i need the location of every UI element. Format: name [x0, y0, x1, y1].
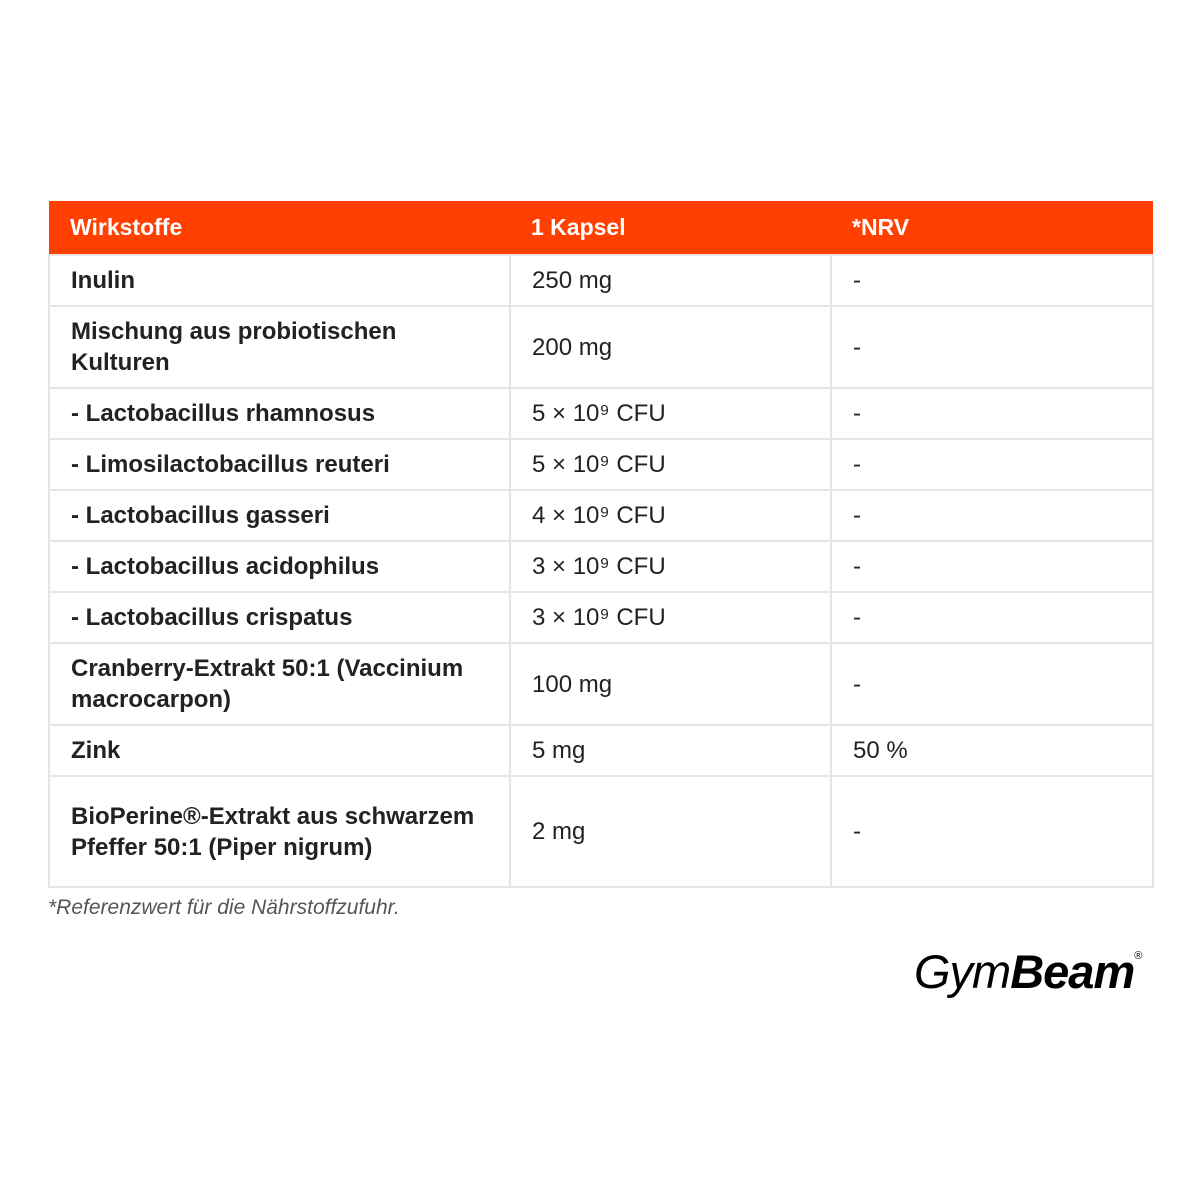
- ingredient-name: Mischung aus probiotischen Kulturen: [49, 306, 510, 388]
- logo-text-beam: Beam: [1010, 945, 1135, 998]
- table-row: [49, 776, 1153, 887]
- ingredient-nrv: -: [831, 490, 1153, 541]
- ingredient-name: - Limosilactobacillus reuteri: [49, 439, 510, 490]
- table-row: [49, 255, 1153, 306]
- ingredient-name: Inulin: [49, 255, 510, 306]
- ingredient-amount: 250 mg: [510, 255, 831, 306]
- ingredient-amount: 2 mg: [510, 776, 831, 887]
- ingredient-name: - Lactobacillus rhamnosus: [49, 388, 510, 439]
- header-ingredients: Wirkstoffe: [49, 201, 510, 255]
- table-body: [49, 255, 1153, 887]
- ingredient-name: Cranberry-Extrakt 50:1 (Vaccinium macrocarpon): [49, 643, 510, 725]
- ingredient-nrv: -: [831, 643, 1153, 725]
- ingredient-nrv: -: [831, 255, 1153, 306]
- ingredient-amount: 200 mg: [510, 306, 831, 388]
- table-row: [49, 306, 1153, 388]
- ingredient-name: - Lactobacillus acidophilus: [49, 541, 510, 592]
- ingredient-amount: 100 mg: [510, 643, 831, 725]
- header-nrv: *NRV: [831, 201, 1153, 255]
- ingredient-amount: 5 × 10⁹ CFU: [510, 439, 831, 490]
- ingredient-name: - Lactobacillus gasseri: [49, 490, 510, 541]
- table-row: [49, 725, 1153, 776]
- ingredient-amount: 3 × 10⁹ CFU: [510, 541, 831, 592]
- table-header: [49, 201, 1153, 255]
- ingredient-nrv: -: [831, 592, 1153, 643]
- nutrition-table: [48, 201, 1154, 888]
- registered-mark: ®: [1134, 950, 1142, 962]
- header-row: [49, 201, 1153, 255]
- ingredient-amount: 5 mg: [510, 725, 831, 776]
- ingredient-name: BioPerine®-Extrakt aus schwarzem Pfeffer 50:1 (Piper nigrum): [49, 776, 510, 887]
- nrv-footnote: *Referenzwert für die Nährstoffzufuhr.: [48, 896, 400, 919]
- ingredient-nrv: -: [831, 439, 1153, 490]
- table-row: [49, 490, 1153, 541]
- ingredient-amount: 3 × 10⁹ CFU: [510, 592, 831, 643]
- ingredient-nrv: -: [831, 306, 1153, 388]
- ingredient-name: - Lactobacillus crispatus: [49, 592, 510, 643]
- header-per-capsule: 1 Kapsel: [510, 201, 831, 255]
- logo-text-gym: Gym: [914, 945, 1011, 998]
- table-row: [49, 388, 1153, 439]
- ingredient-amount: 4 × 10⁹ CFU: [510, 490, 831, 541]
- ingredient-nrv: -: [831, 776, 1153, 887]
- table-row: [49, 643, 1153, 725]
- ingredient-nrv: -: [831, 541, 1153, 592]
- gymbeam-logo: [914, 944, 1141, 999]
- table-row: [49, 541, 1153, 592]
- ingredient-name: Zink: [49, 725, 510, 776]
- table-row: [49, 592, 1153, 643]
- table-row: [49, 439, 1153, 490]
- ingredient-nrv: 50 %: [831, 725, 1153, 776]
- ingredient-amount: 5 × 10⁹ CFU: [510, 388, 831, 439]
- ingredient-nrv: -: [831, 388, 1153, 439]
